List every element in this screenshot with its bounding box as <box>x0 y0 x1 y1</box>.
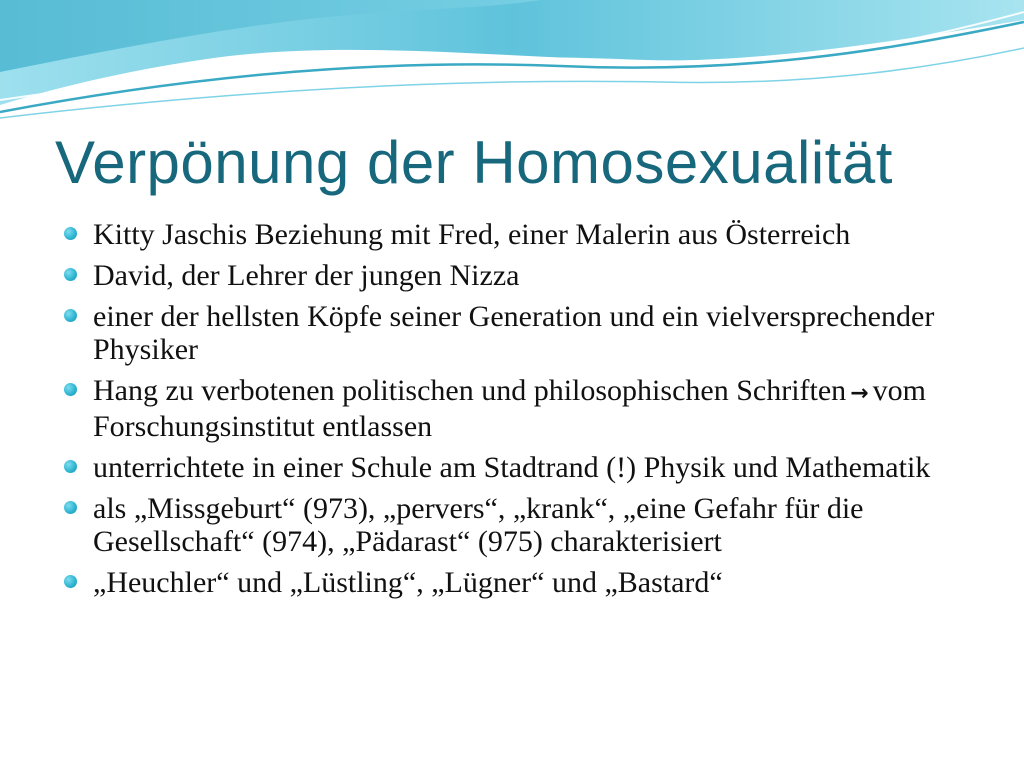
bullet-dot-icon <box>64 268 77 281</box>
bullet-dot-icon <box>64 227 77 240</box>
list-item <box>62 300 962 366</box>
list-item <box>62 374 962 443</box>
bullet-text: Hang zu verbotenen politischen und philosophischen Schriften <box>93 374 847 407</box>
bullet-text: vom Forschungsinstitut entlassen <box>93 374 926 443</box>
bullet-dot-icon <box>64 575 77 588</box>
bullet-text: als „Missgeburt“ (973), „pervers“, „krank“, „eine Gefahr für die Gesellschaft“ (974), „Pädarast“ (975) charakterisiert <box>93 492 864 558</box>
bullet-text: „Heuchler“ und „Lüstling“, „Lügner“ und „Bastard“ <box>93 566 723 599</box>
bullet-dot-icon <box>64 309 77 322</box>
header-wave-decoration <box>0 0 1024 140</box>
bullet-dot-icon <box>64 383 77 396</box>
bullet-dot-icon <box>64 460 77 473</box>
arrow-right-icon: → <box>850 381 869 406</box>
bullet-text: einer der hellsten Köpfe seiner Generation und ein vielversprechender Physiker <box>93 300 935 366</box>
bullet-text: Kitty Jaschis Beziehung mit Fred, einer Malerin aus Österreich <box>93 218 851 251</box>
bullet-text: David, der Lehrer der jungen Nizza <box>93 259 520 292</box>
bullet-list <box>62 218 962 607</box>
list-item <box>62 218 962 251</box>
bullet-dot-icon <box>64 501 77 514</box>
list-item <box>62 566 962 599</box>
slide-title: Verpönung der Homosexualität <box>55 129 893 196</box>
bullet-text: unterrichtete in einer Schule am Stadtrand (!) Physik und Mathematik <box>93 451 931 484</box>
list-item <box>62 492 962 558</box>
list-item <box>62 259 962 292</box>
list-item <box>62 451 962 484</box>
